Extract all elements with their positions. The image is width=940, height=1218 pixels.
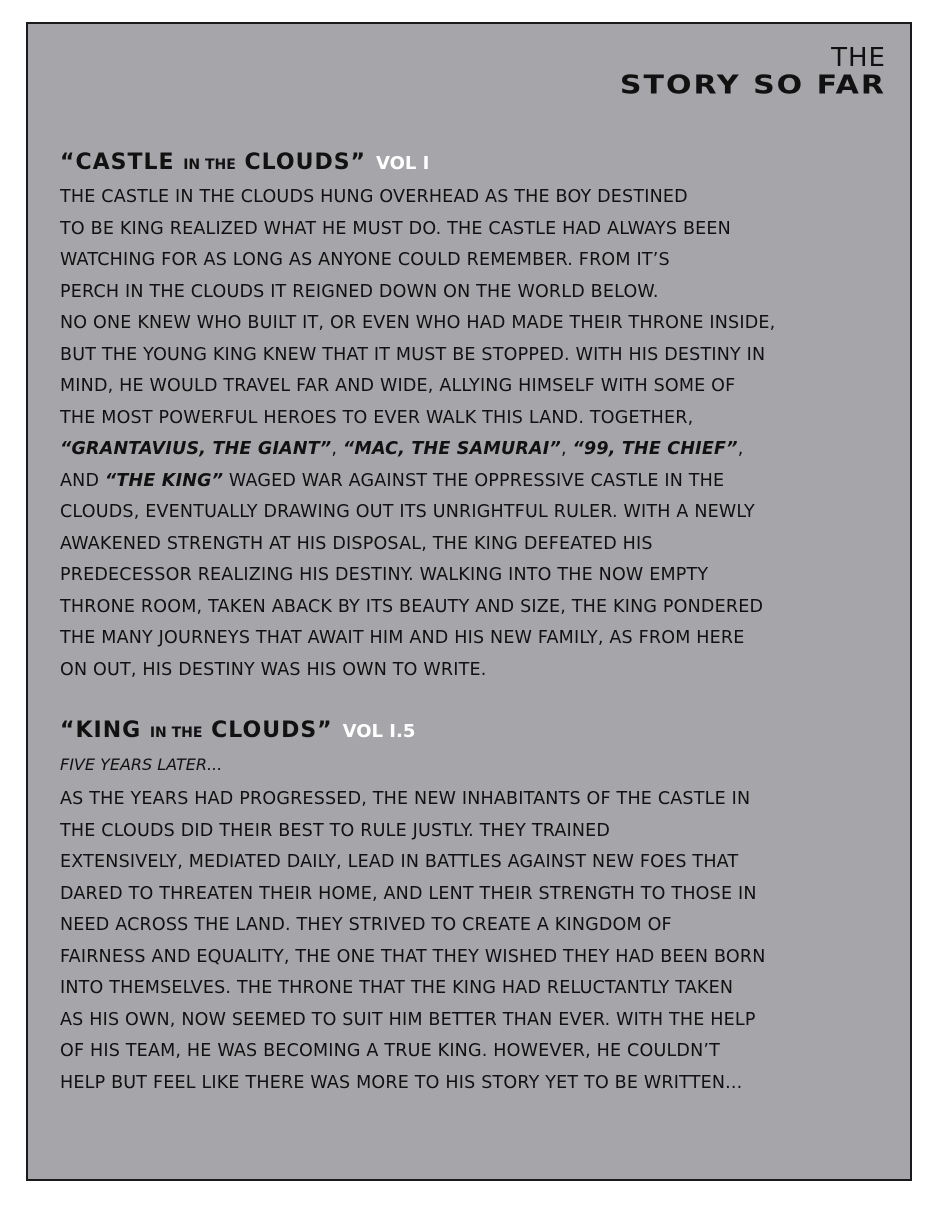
text-line: NEED ACROSS THE LAND. THEY STRIVED TO CREATE A KINGDOM OF	[60, 915, 672, 935]
section-king-in-the-clouds	[60, 718, 896, 1099]
text-line: AS HIS OWN, NOW SEEMED TO SUIT HIM BETTER THAN EVER. WITH THE HELP	[60, 1009, 756, 1030]
text-line: THE CLOUDS DID THEIR BEST TO RULE JUSTLY. THEY TRAINED	[60, 820, 611, 841]
after-king: WAGED WAR AGAINST THE OPPRESSIVE CASTLE IN THE	[223, 470, 725, 491]
text-line: PERCH IN THE CLOUDS IT REIGNED DOWN ON THE WORLD BELOW.	[60, 281, 659, 302]
text-line: PREDECESSOR REALIZING HIS DESTINY. WALKING INTO THE NOW EMPTY	[60, 565, 709, 585]
text-line: FAIRNESS AND EQUALITY, THE ONE THAT THEY WISHED THEY HAD BEEN BORN	[60, 946, 766, 967]
title-close: CLOUDS”	[202, 718, 333, 743]
section-castle-in-the-clouds	[60, 150, 896, 686]
text-line: THE MOST POWERFUL HEROES TO EVER WALK THIS LAND. TOGETHER,	[60, 407, 694, 428]
text-line-heroes	[60, 434, 896, 466]
hero-king: “THE KING”	[104, 470, 224, 491]
text-line: INTO THEMSELVES. THE THRONE THAT THE KING HAD RELUCTANTLY TAKEN	[60, 978, 734, 998]
and-word: AND	[60, 470, 105, 491]
header-the: THE	[831, 43, 886, 73]
section-title	[60, 150, 896, 178]
title-in-the: IN THE	[149, 725, 203, 741]
text-line: AWAKENED STRENGTH AT HIS DISPOSAL, THE KING DEFEATED HIS	[60, 533, 653, 554]
title-close: CLOUDS”	[235, 150, 367, 175]
section-body	[60, 182, 896, 686]
title-in-the: IN THE	[183, 157, 236, 173]
text-line: CLOUDS, EVENTUALLY DRAWING OUT ITS UNRIGHTFUL RULER. WITH A NEWLY	[60, 502, 755, 522]
text-line: ON OUT, HIS DESTINY WAS HIS OWN TO WRITE.	[60, 659, 487, 680]
text-line: AS THE YEARS HAD PROGRESSED, THE NEW INHABITANTS OF THE CASTLE IN	[60, 789, 751, 809]
text-line: BUT THE YOUNG KING KNEW THAT IT MUST BE STOPPED. WITH HIS DESTINY IN	[60, 344, 766, 365]
separator: ,	[331, 439, 343, 459]
hero-mac: “MAC, THE SAMURAI”	[342, 439, 561, 459]
title-open: “KING	[60, 718, 150, 743]
separator: ,	[737, 439, 744, 459]
text-line: TO BE KING REALIZED WHAT HE MUST DO. THE CASTLE HAD ALWAYS BEEN	[60, 218, 731, 239]
text-line: NO ONE KNEW WHO BUILT IT, OR EVEN WHO HAD MADE THEIR THRONE INSIDE,	[60, 313, 776, 333]
text-line: THE CASTLE IN THE CLOUDS HUNG OVERHEAD AS THE BOY DESTINED	[60, 187, 688, 207]
volume-label: VOL I.5	[342, 721, 416, 742]
text-line: HELP BUT FEEL LIKE THERE WAS MORE TO HIS STORY YET TO BE WRITTEN...	[60, 1072, 743, 1093]
text-line: OF HIS TEAM, HE WAS BECOMING A TRUE KING. HOWEVER, HE COULDN’T	[60, 1041, 721, 1061]
text-line: DARED TO THREATEN THEIR HOME, AND LENT THEIR STRENGTH TO THOSE IN	[60, 883, 757, 904]
volume-label: VOL I	[376, 153, 430, 174]
text-line-king	[60, 466, 896, 498]
text-line: THRONE ROOM, TAKEN ABACK BY ITS BEAUTY AND SIZE, THE KING PONDERED	[60, 596, 764, 617]
section-title	[60, 718, 896, 746]
section-body	[60, 784, 896, 1099]
page-header	[620, 44, 886, 104]
story-panel	[26, 22, 912, 1181]
separator: ,	[560, 439, 573, 459]
text-line: WATCHING FOR AS LONG AS ANYONE COULD REMEMBER. FROM IT’S	[60, 250, 670, 270]
header-title: STORY SO FAR	[619, 70, 886, 101]
text-line: EXTENSIVELY, MEDIATED DAILY, LEAD IN BATTLES AGAINST NEW FOES THAT	[60, 852, 739, 872]
title-open: “CASTLE	[60, 150, 184, 175]
text-line: THE MANY JOURNEYS THAT AWAIT HIM AND HIS NEW FAMILY, AS FROM HERE	[60, 628, 745, 648]
hero-grantavius: “GRANTAVIUS, THE GIANT”	[60, 439, 332, 459]
section-intro: FIVE YEARS LATER...	[60, 755, 223, 774]
hero-99: “99, THE CHIEF”	[572, 439, 738, 459]
text-line: MIND, HE WOULD TRAVEL FAR AND WIDE, ALLYING HIMSELF WITH SOME OF	[60, 376, 736, 396]
